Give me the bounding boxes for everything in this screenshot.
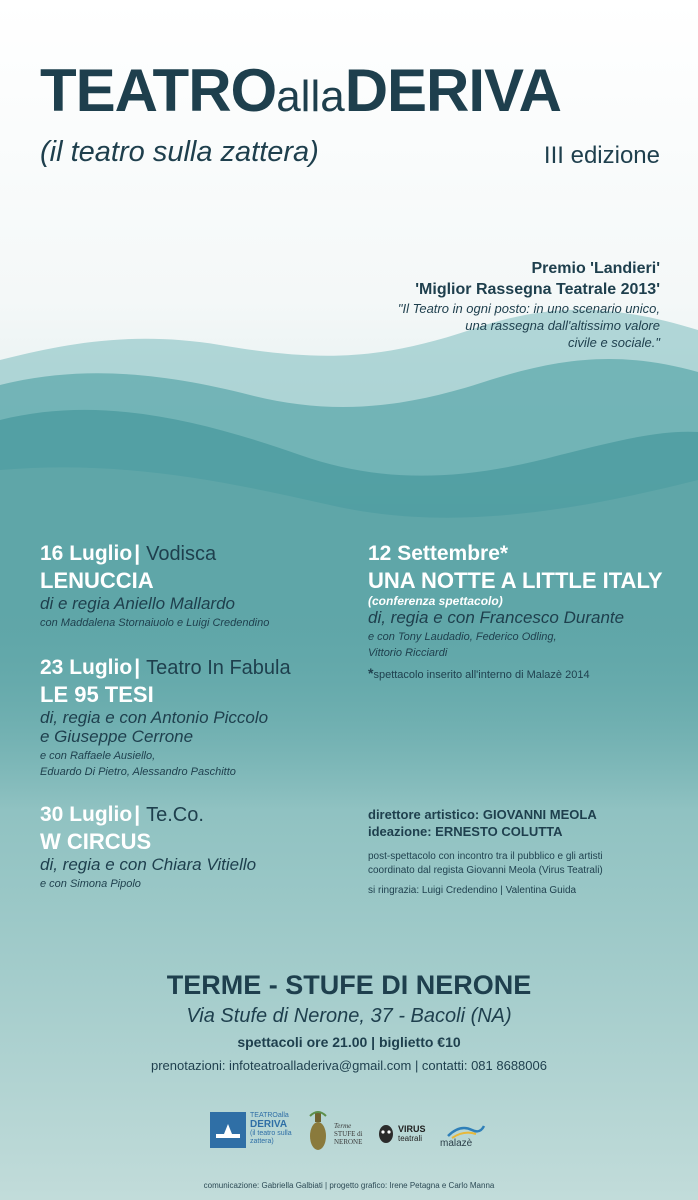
show-date: 12 Settembre: [368, 542, 500, 565]
show-credits: di, regia e con Francesco Durante: [368, 608, 625, 627]
footer-credits: comunicazione: Gabriella Galbiati | progetto grafico: Irene Petagna e Carlo Manna: [203, 1181, 495, 1190]
title-part-deriva: DERIVA: [344, 57, 561, 124]
show-cast: e con Raffaele Ausiello,: [40, 750, 156, 762]
logo-text: malazè: [440, 1138, 473, 1149]
show-title: UNA NOTTE A LITTLE ITALY: [368, 568, 663, 593]
artistic-director: direttore artistico: GIOVANNI MEOLA: [368, 807, 597, 822]
award-quote-line: "Il Teatro in ogni posto: in uno scenario unico,: [397, 301, 660, 316]
logo-text: TEATROalla: [250, 1112, 289, 1119]
show-cast: e con Tony Laudadio, Federico Odling,: [368, 631, 557, 643]
show-title: W CIRCUS: [40, 829, 152, 854]
award-name: Premio 'Landieri': [531, 260, 660, 277]
thanks-line: si ringrazia: Luigi Credendino | Valentina Guida: [368, 885, 577, 896]
show-note: spettacolo inserito all'interno di Malazè 2014: [373, 669, 590, 681]
raft-icon: [210, 1112, 246, 1148]
date-separator: |: [134, 542, 141, 565]
show-block: [40, 542, 269, 631]
staff-block: [368, 806, 603, 898]
date-separator: |: [134, 656, 141, 679]
showtime-price: spettacoli ore 21.00 | biglietto €10: [237, 1034, 461, 1050]
venue-address: Via Stufe di Nerone, 37 - Bacoli (NA): [186, 1005, 512, 1027]
festival-title: [40, 56, 561, 125]
show-block: [40, 803, 256, 892]
show-title: LE 95 TESI: [40, 682, 154, 707]
award-quote-line: una rassegna dall'altissimo valore: [465, 318, 660, 333]
date-separator: |: [134, 803, 141, 826]
show-venue: Teatro In Fabula: [146, 657, 291, 679]
amphora-icon: [306, 1108, 330, 1154]
festival-subtitle: (il teatro sulla zattera): [40, 136, 319, 168]
show-venue: Vodisca: [146, 543, 217, 565]
show-date: 16 Luglio: [40, 542, 133, 565]
show-block: [368, 542, 663, 681]
logo-text: zattera): [250, 1138, 274, 1145]
show-subtitle: (conferenza spettacolo): [368, 594, 503, 608]
logo-text: teatrali: [398, 1134, 423, 1143]
logo-text: STUFE di: [334, 1130, 363, 1138]
logo-text: DERIVA: [250, 1119, 288, 1130]
note-asterisk: *: [368, 665, 374, 681]
show-cast: Eduardo Di Pietro, Alessandro Paschitto: [40, 766, 236, 778]
show-venue: Te.Co.: [146, 804, 204, 826]
show-cast: con Maddalena Stornaiuolo e Luigi Credendino: [40, 617, 270, 629]
venue-name: TERME - STUFE DI NERONE: [166, 970, 532, 1000]
show-title: LENUCCIA: [40, 568, 154, 593]
contacts-line: prenotazioni: infoteatroalladeriva@gmail.com | contatti: 081 8688006: [151, 1058, 547, 1073]
show-date: 30 Luglio: [40, 803, 133, 826]
edition-label: III edizione: [543, 142, 660, 169]
ideation-credit: ideazione: ERNESTO COLUTTA: [368, 824, 563, 839]
date-asterisk: *: [499, 542, 509, 565]
teatro-alla-deriva-logo: [210, 1108, 292, 1154]
award-quote-line: civile e sociale.": [567, 335, 660, 350]
award-block: [398, 258, 660, 351]
logo-text: VIRUS: [398, 1124, 426, 1134]
post-show-info: coordinato dal regista Giovanni Meola (Virus Teatrali): [368, 865, 603, 876]
logo-square-icon: [210, 1112, 246, 1148]
award-title: 'Miglior Rassegna Teatrale 2013': [415, 281, 660, 298]
title-part-teatro: TEATRO: [40, 57, 277, 124]
show-credits: di e regia Aniello Mallardo: [40, 594, 235, 613]
show-cast: e con Simona Pipolo: [40, 878, 141, 890]
title-part-alla: alla: [276, 72, 345, 121]
logo-text: NERONE: [334, 1138, 363, 1146]
logo-text: (il teatro sulla: [250, 1130, 292, 1137]
post-show-info: post-spettacolo con incontro tra il pubblico e gli artisti: [368, 851, 603, 862]
malaze-logo: [438, 1108, 492, 1156]
terme-stufe-di-nerone-logo: [306, 1108, 368, 1156]
show-credits: e Giuseppe Cerrone: [40, 727, 194, 746]
logo-text: Terme: [334, 1122, 352, 1130]
show-date: 23 Luglio: [40, 656, 133, 679]
show-credits: di, regia e con Chiara Vitiello: [40, 855, 257, 874]
show-block: [40, 656, 291, 780]
show-cast: Vittorio Ricciardi: [368, 647, 448, 659]
location-block: [0, 970, 698, 1050]
mask-icon: [378, 1124, 394, 1144]
show-credits: di, regia e con Antonio Piccolo: [40, 708, 269, 727]
virus-teatrali-logo: [378, 1108, 438, 1156]
